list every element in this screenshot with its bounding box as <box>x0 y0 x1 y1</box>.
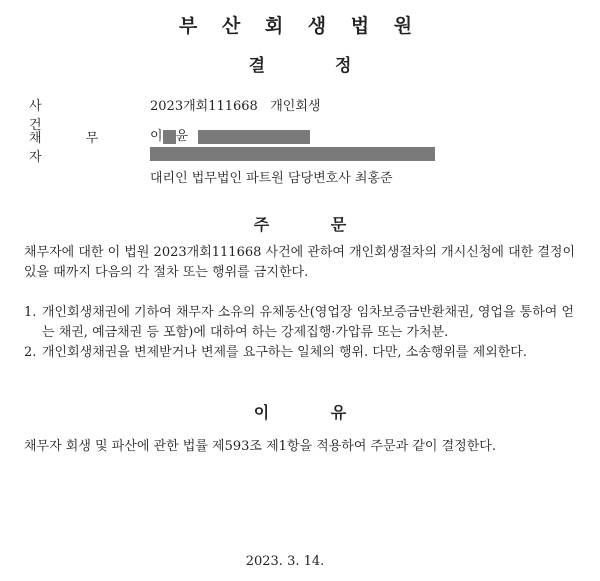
decision-date: 2023. 3. 14. <box>245 554 325 569</box>
order-item-text: 개인회생채권에 기하여 채무자 소유의 유체동산(영업장 임차보증금반환채권, 영업을 통하여 얻는 채권, 예금채권 등 포함)에 대하여 하는 강제집행·가압류 또는 가처분. <box>42 305 575 340</box>
debtor-label: 채 무 자 <box>29 131 119 165</box>
order-heading: 주 문 <box>253 215 347 234</box>
debtor-address-redacted <box>150 146 435 161</box>
case-label: 사 건 <box>29 99 96 133</box>
case-value: 2023개회111668 개인회생 <box>150 99 321 114</box>
document-type-title: 결 정 <box>248 56 352 76</box>
reason-text: 채무자 회생 및 파산에 관한 법률 제593조 제1항을 적용하여 주문과 같이 결정한다. <box>24 439 496 454</box>
court-name: 부 산 회 생 법 원 <box>178 15 422 37</box>
order-intro: 채무자에 대한 이 법원 2023개회111668 사건에 관하여 개인회생절차의 개시신청에 대한 결정이 있을 때까지 다음의 각 절차 또는 행위를 금지한다. <box>24 245 576 280</box>
order-item <box>24 303 580 343</box>
redaction-block <box>150 147 435 161</box>
order-item <box>24 343 580 363</box>
order-item-text: 개인회생채권을 변제받거나 변제를 요구하는 일체의 행위. 다만, 소송행위를 제외한다. <box>42 345 527 360</box>
debtor-name <box>150 125 310 144</box>
debtor-name-first: 이 <box>150 129 163 144</box>
reason-heading: 이 유 <box>253 403 347 422</box>
order-item-number: 2. <box>24 345 37 360</box>
order-item-number: 1. <box>24 305 37 320</box>
order-list <box>24 303 580 363</box>
attorney-line: 대리인 법무법인 파트원 담당변호사 최홍준 <box>150 171 393 186</box>
redaction-block <box>163 130 176 144</box>
redaction-block <box>198 130 310 144</box>
debtor-name-last: 윤 <box>175 129 189 144</box>
